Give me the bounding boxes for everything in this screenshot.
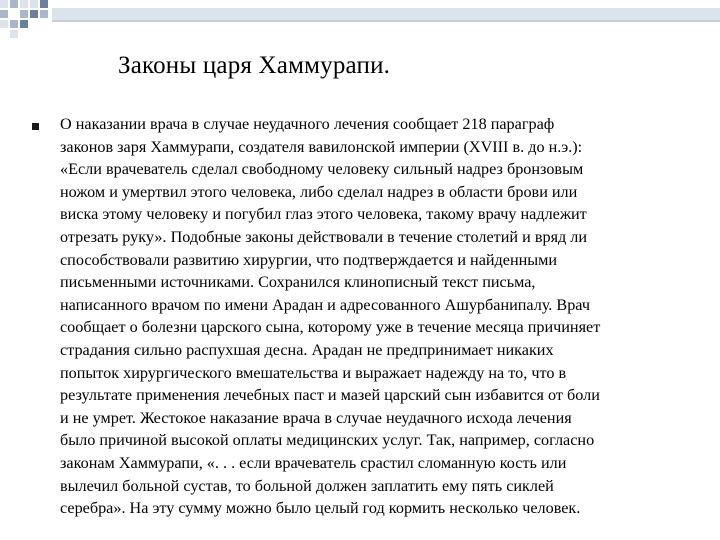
body-line: сообщает о болезни царского сына, которому уже в течение месяца причиняет: [60, 318, 601, 337]
body-line: письменными источниками. Сохранился клинописный текст письма,: [60, 273, 536, 292]
body-line: страдания сильно распухшая десна. Арадан не предпринимает никаких: [60, 340, 554, 359]
body-line: отрезать руку». Подобные законы действовали в течение столетий и вряд ли: [60, 227, 588, 246]
body-line: ножом и умертвил этого человека, либо сделал надрез в области брови или: [60, 182, 578, 201]
square-bullet-icon: [32, 123, 39, 130]
body-paragraph: [60, 113, 696, 520]
body-line: «Если врачеватель сделал свободному человеку сильный надрез бронзовым: [60, 160, 584, 179]
body-line: результате применения лечебных паст и мазей царский сын избавится от боли: [60, 386, 600, 405]
body-line: законам Хаммурапи, «. . . если врачеватель срастил сломанную кость или: [60, 453, 567, 472]
body-line: способствовали развитию хирургии, что подтверждается и найденными: [60, 250, 558, 269]
body-line: законов заря Хаммурапи, создателя вавилонской империи (XVIII в. до н.э.):: [60, 137, 583, 156]
header-decoration: [0, 0, 720, 40]
slide-title: Законы царя Хаммурапи.: [118, 52, 391, 79]
body-line: было причиной высокой оплаты медицинских услуг. Так, например, согласно: [60, 431, 595, 450]
body-line: вылечил больной сустав, то больной должен заплатить ему пять сиклей: [60, 476, 554, 495]
body-line: и не умрет. Жестокое наказание врача в случае неудачного исхода лечения: [60, 408, 572, 427]
body-line: виска этому человеку и погубил глаз этого человека, такому врачу надлежит: [60, 205, 587, 224]
body-line: серебра». На эту сумму можно было целый год кормить несколько человек.: [60, 499, 581, 518]
body-line: попыток хирургического вмешательства и выражает надежду на то, что в: [60, 363, 567, 382]
body-line: О наказании врача в случае неудачного лечения сообщает 218 параграф: [60, 115, 555, 133]
body-line: написанного врачом по имени Арадан и адресованного Ашурбанипалу. Врач: [60, 295, 590, 314]
